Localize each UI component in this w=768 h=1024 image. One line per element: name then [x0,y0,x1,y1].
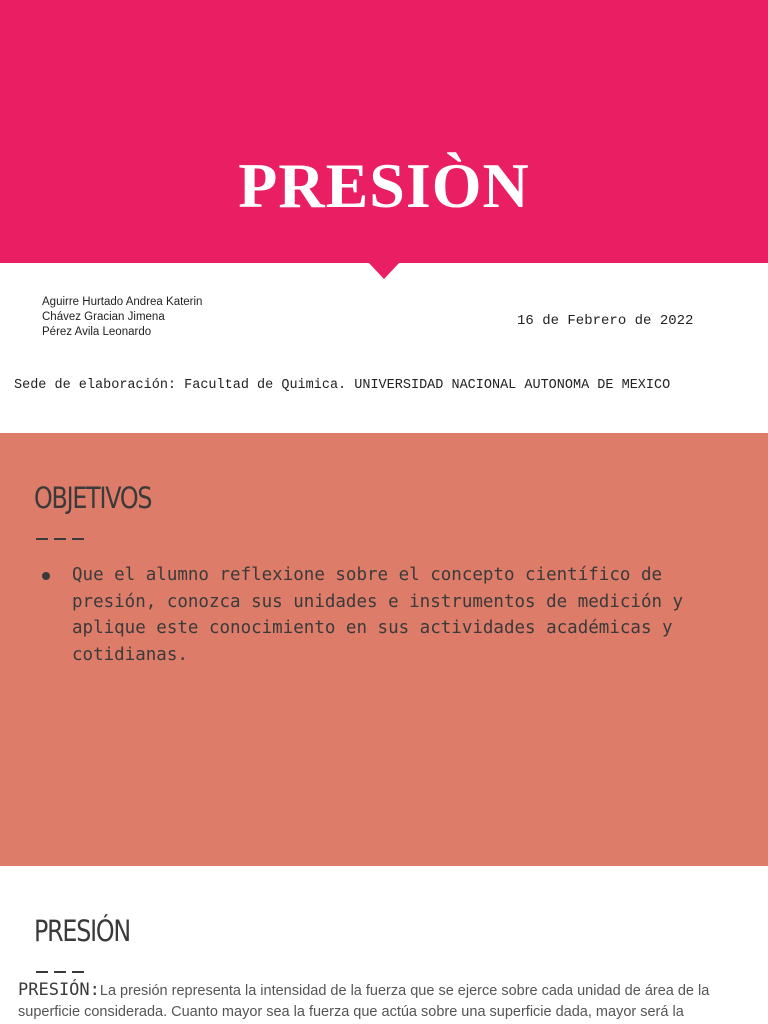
definition-text: La presión representa la intensidad de la fuerza que se ejerce sobre cada unidad de área de la superficie considerada. Cuanto mayor sea la fuerza que actúa sobre una superficie dada, mayor será la [18,983,710,1020]
objetivos-heading: OBJETIVOS [34,481,152,515]
author-name: Pérez Avila Leonardo [42,326,152,338]
sede-text: Sede de elaboración: Facultad de Quimica. UNIVERSIDAD NACIONAL AUTONOMA DE MEXICO [14,378,671,393]
heading-rule [36,971,84,973]
author-name: Chávez Gracian Jimena [42,311,165,323]
title-banner [0,0,768,263]
bullet-icon [42,572,50,580]
banner-pointer [368,262,400,279]
presion-definition [18,980,753,1023]
heading-rule [36,538,84,540]
presion-heading: PRESIÓN [34,914,130,948]
objetivo-item: Que el alumno reflexione sobre el concepto científico de presión, conozca sus unidades e instrumentos de medición y aplique este conocimiento en sus actividades académicas y cotidianas. [72,565,684,665]
definition-term: PRESIÓN: [18,980,100,1000]
presentation-date: 16 de Febrero de 2022 [517,313,694,329]
author-list [42,295,202,340]
presentation-title: PRESIÒN [238,150,530,221]
author-name: Aguirre Hurtado Andrea Katerin [42,296,203,308]
